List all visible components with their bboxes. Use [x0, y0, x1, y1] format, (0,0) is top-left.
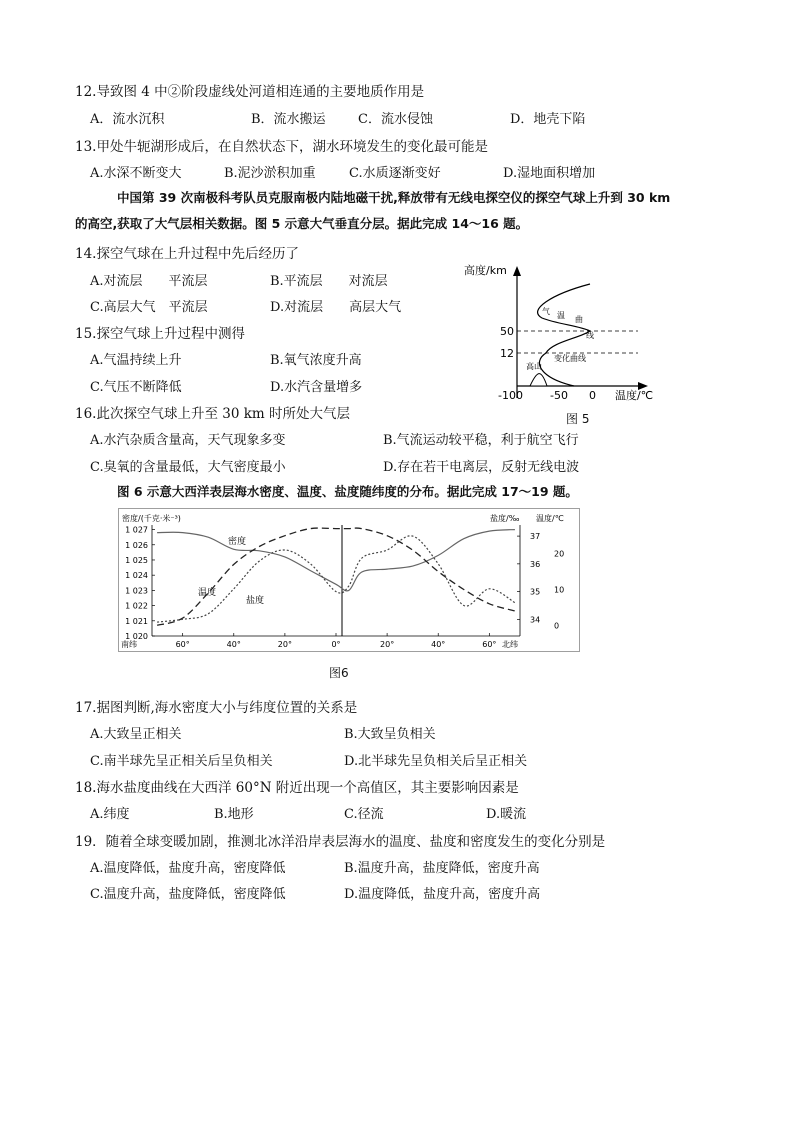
q13-option-c[interactable]: C.水质逐渐变好: [349, 166, 441, 181]
x-tick-label: 北纬: [502, 640, 518, 649]
x-tick-label: 20°: [380, 640, 395, 649]
density-tick-label: 1 025: [125, 555, 148, 565]
q16-stem: 16.此次探空气球上升至 30 km 时所处大气层: [75, 406, 351, 422]
q13-option-a[interactable]: A.水深不断变大: [90, 166, 182, 181]
figure-6-chart: [118, 508, 580, 652]
q13-option-d[interactable]: D.湿地面积增加: [503, 166, 596, 181]
q14-option-a[interactable]: A.对流层 平流层: [90, 274, 208, 289]
fig5-annot-mountain: 高山: [526, 362, 542, 371]
q14-option-d[interactable]: D.对流层 高层大气: [270, 300, 402, 315]
q14-stem: 14.探空气球在上升过程中先后经历了: [75, 246, 299, 262]
temperature-tick-label: 0: [554, 621, 560, 631]
temperature-tick-label: 10: [554, 585, 565, 595]
x-tick-label: 40°: [226, 640, 241, 649]
q17-option-a[interactable]: A.大致呈正相关: [90, 727, 182, 742]
fig6-right-axis-label-temp: 温度/℃: [536, 514, 564, 523]
q19-option-c[interactable]: C.温度升高，盐度降低，密度降低: [90, 887, 286, 902]
fig5-xtick-minus100: -100: [498, 389, 523, 402]
figure-5-caption: 图 5: [566, 412, 590, 426]
q13-stem: 13.甲处牛轭湖形成后，在自然状态下，湖水环境发生的变化最可能是: [75, 139, 488, 155]
q12-stem: 12.导致图 4 中②阶段虚线处河道相连通的主要地质作用是: [75, 84, 425, 100]
fig5-x-label: 温度/℃: [615, 389, 654, 402]
fig5-y-label: 高度/km: [464, 264, 507, 277]
q19-stem: 19．随着全球变暖加剧，推测北冰洋沿岸表层海水的温度、盐度和密度发生的变化分别是: [75, 834, 606, 850]
x-tick-label: 60°: [175, 640, 190, 649]
q13-option-b[interactable]: B.泥沙淤积加重: [224, 166, 316, 181]
density-tick-label: 1 021: [125, 616, 148, 626]
q19-option-d[interactable]: D.温度降低，盐度升高，密度升高: [344, 887, 541, 902]
salinity-tick-label: 36: [530, 559, 541, 569]
x-tick-label: 60°: [482, 640, 497, 649]
x-tick-label: 南纬: [121, 640, 137, 649]
fig5-annot-xian: 线: [586, 331, 594, 340]
fig6-left-axis-label: 密度/(千克·米⁻³): [122, 514, 181, 523]
q18-option-b[interactable]: B.地形: [214, 807, 254, 822]
q16-option-b[interactable]: B.气流运动较平稳，利于航空飞行: [383, 433, 579, 448]
fig5-tick-12: 12: [500, 347, 514, 360]
density-tick-label: 1 027: [125, 525, 148, 535]
q14-option-c[interactable]: C.高层大气 平流层: [90, 300, 208, 315]
temperature-tick-label: 20: [554, 549, 565, 559]
q16-option-d[interactable]: D.存在若干电离层，反射无线电波: [383, 460, 580, 475]
salinity-tick-label: 37: [530, 532, 541, 542]
density-tick-label: 1 026: [125, 540, 148, 550]
q18-stem: 18.海水盐度曲线在大西洋 60°N 附近出现一个高值区，其主要影响因素是: [75, 780, 519, 796]
q15-option-c[interactable]: C.气压不断降低: [90, 380, 182, 395]
q15-option-a[interactable]: A.气温持续上升: [90, 353, 182, 368]
density-tick-label: 1 023: [125, 586, 148, 596]
x-tick-label: 0°: [331, 640, 341, 649]
intro-14-16-line2: 的高空,获取了大气层相关数据。图 5 示意大气垂直分层。据此完成 14～16 题。: [75, 216, 529, 231]
q12-option-c[interactable]: C．流水侵蚀: [358, 112, 433, 127]
fig5-tick-50: 50: [500, 325, 514, 338]
intro-14-16-line1: 中国第 39 次南极科考队员克服南极内陆地磁干扰,释放带有无线电探空仪的探空气球上升到 30 km: [117, 190, 671, 205]
fig5-annot-qu: 曲: [575, 315, 583, 324]
q17-stem: 17.据图判断,海水密度大小与纬度位置的关系是: [75, 700, 358, 716]
salinity-tick-label: 35: [530, 587, 541, 597]
fig5-annot-change-curve: 变化曲线: [554, 354, 586, 363]
density-tick-label: 1 020: [125, 632, 148, 641]
fig6-label-salinity: 盐度: [246, 596, 265, 606]
fig5-xtick-0: 0: [589, 389, 596, 402]
q15-stem: 15.探空气球上升过程中测得: [75, 326, 245, 342]
q15-option-b[interactable]: B.氧气浓度升高: [270, 353, 362, 368]
fig6-label-temp: 温度: [198, 588, 217, 598]
intro-17-19: 图 6 示意大西洋表层海水密度、温度、盐度随纬度的分布。据此完成 17～19 题。: [117, 484, 578, 499]
q19-option-a[interactable]: A.温度降低，盐度升高，密度降低: [90, 861, 286, 876]
fig6-label-density: 密度: [228, 537, 247, 547]
fig6-right-axis-label-salinity: 盐度/‰: [490, 514, 520, 523]
q18-option-a[interactable]: A.纬度: [90, 807, 130, 822]
q12-option-d[interactable]: D．地壳下陷: [510, 112, 586, 127]
figure-5-atmosphere-diagram: [462, 252, 667, 427]
density-tick-label: 1 024: [125, 571, 148, 581]
q12-option-b[interactable]: B．流水搬运: [251, 112, 326, 127]
q17-option-d[interactable]: D.北半球先呈负相关后呈正相关: [344, 754, 528, 769]
q18-option-c[interactable]: C.径流: [344, 807, 384, 822]
fig5-annot-wen: 温: [557, 311, 565, 320]
density-tick-label: 1 022: [125, 601, 148, 611]
q16-option-a[interactable]: A.水汽杂质含量高，天气现象多变: [90, 433, 286, 448]
q17-option-c[interactable]: C.南半球先呈正相关后呈负相关: [90, 754, 273, 769]
fig5-annot-qi: 气: [542, 307, 550, 316]
q14-option-b[interactable]: B.平流层 对流层: [270, 274, 388, 289]
figure-6-caption: 图6: [329, 666, 349, 680]
q17-option-b[interactable]: B.大致呈负相关: [344, 727, 436, 742]
salinity-tick-label: 34: [530, 615, 541, 625]
x-tick-label: 40°: [431, 640, 446, 649]
q15-option-d[interactable]: D.水汽含量增多: [270, 380, 363, 395]
q12-option-a[interactable]: A．流水沉积: [90, 112, 165, 127]
x-tick-label: 20°: [277, 640, 292, 649]
fig5-xtick-minus50: -50: [550, 389, 568, 402]
q16-option-c[interactable]: C.臭氧的含量最低，大气密度最小: [90, 460, 286, 475]
q18-option-d[interactable]: D.暖流: [486, 807, 527, 822]
q19-option-b[interactable]: B.温度升高，盐度降低，密度升高: [344, 861, 540, 876]
